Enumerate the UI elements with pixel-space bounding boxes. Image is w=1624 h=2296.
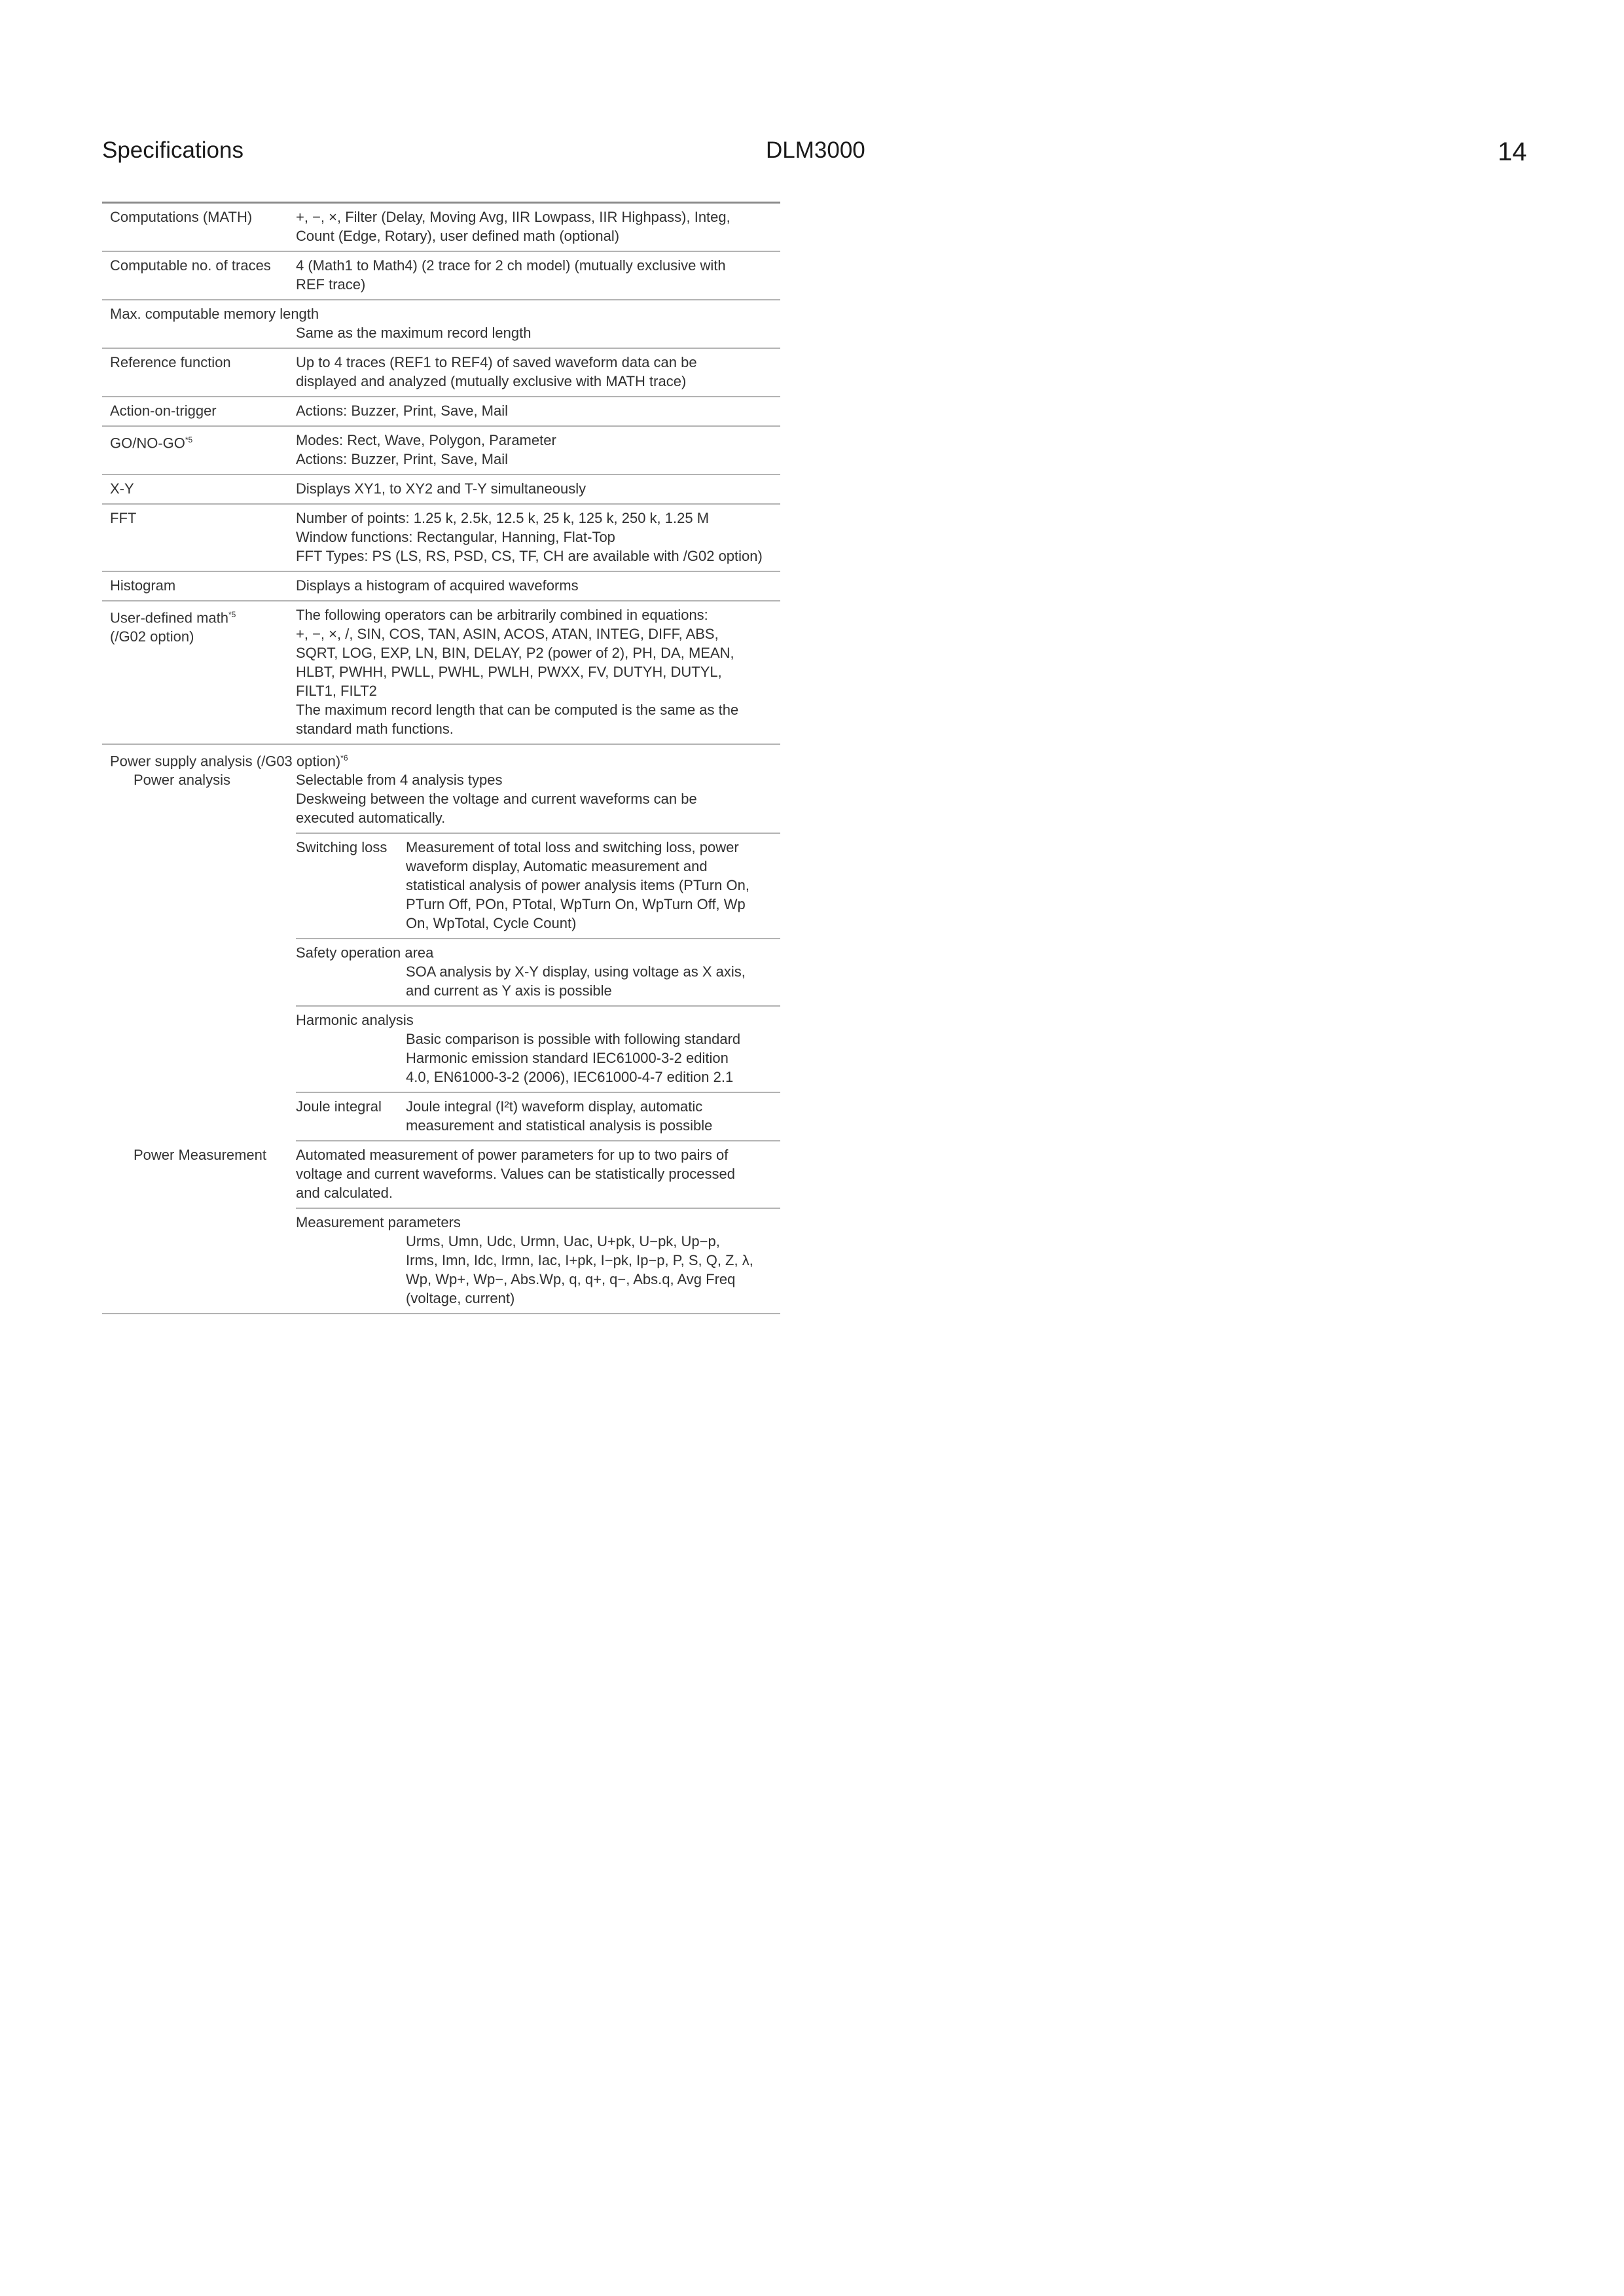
spec-label-text: FFT (110, 510, 137, 526)
spec-subrow (296, 1209, 780, 1313)
spec-value: Same as the maximum record length (296, 325, 532, 341)
page-header-left: Specifications (102, 137, 244, 163)
page-header-center: DLM3000 (766, 137, 865, 163)
spec-value: The following operators can be arbitrarily combined in equations: +, −, ×, /, SIN, COS, TAN, ASIN, ACOS, ATAN, INTEG, DIFF, ABS, SQRT, LOG, EXP, LN, BIN, DELAY, P2 (power of 2), PH, DA, MEAN, HLBT, PWHH, PWLL, PWHL, PWLH, PWXX, FV, DUTYH, DUTYL, FILT1, FILT2 The maximum record length that can be computed is the same as the standard math functions. (296, 607, 739, 737)
spec-sublabel: Switching loss (296, 839, 388, 856)
spec-label (102, 505, 296, 571)
spec-label: Power analysis (134, 772, 230, 789)
spec-label-text: GO/NO-GO (110, 435, 185, 452)
spec-row (102, 572, 780, 601)
spec-label (102, 300, 780, 323)
spec-label (102, 475, 296, 503)
spec-label-text: Max. computable memory length (110, 306, 319, 322)
spec-label-text: Action-on-trigger (110, 403, 217, 419)
power-measurement-row (102, 1141, 780, 1314)
spec-label-text: (/G02 option) (110, 628, 194, 645)
spec-subvalue: Basic comparison is possible with following standard Harmonic emission standard IEC61000-3-2 edition 4.0, EN61000-3-2 (2006), IEC61000-4-7 edition 2.1 (406, 1031, 741, 1086)
spec-label-text: X-Y (110, 480, 134, 497)
spec-label (102, 572, 296, 600)
spec-label (102, 427, 296, 474)
spec-row (102, 202, 780, 252)
spec-subvalue: SOA analysis by X-Y display, using voltage as X axis, and current as Y axis is possible (406, 963, 746, 999)
spec-label-text: User-defined math (110, 609, 228, 626)
spec-label-text: Computable no. of traces (110, 257, 271, 274)
spec-value: Actions: Buzzer, Print, Save, Mail (296, 403, 509, 419)
spec-label (102, 349, 296, 396)
spec-row (102, 252, 780, 300)
spec-label-text: Computations (MATH) (110, 209, 253, 225)
spec-subrow (296, 834, 780, 939)
power-analysis-section (102, 745, 780, 1314)
spec-value: Up to 4 traces (REF1 to REF4) of saved waveform data can be displayed and analyzed (mutually exclusive with MATH trace) (296, 354, 697, 389)
spec-label (102, 252, 296, 299)
spec-value: Automated measurement of power parameters for up to two pairs of voltage and current waveforms. Values can be statistically processed and calculated. (296, 1141, 780, 1209)
spec-row (102, 349, 780, 397)
spec-subvalue: Urms, Umn, Udc, Urmn, Uac, U+pk, U−pk, Up−p, Irms, Imn, Idc, Irmn, Iac, I+pk, I−pk, Ip−p, P, S, Q, Z, λ, Wp, Wp+, Wp−, Abs.Wp, q, q+, q−, Abs.q, Avg Freq (voltage, current) (406, 1233, 753, 1307)
spec-sublabel: Joule integral (296, 1098, 382, 1115)
spec-subrow (296, 1093, 780, 1141)
spec-label-text: Reference function (110, 354, 231, 370)
spec-subrow (296, 939, 780, 1007)
spec-sublabel: Safety operation area (296, 944, 434, 961)
spec-row (102, 601, 780, 745)
spec-row (102, 427, 780, 475)
spec-label (102, 397, 296, 425)
power-measurement-detail (296, 1141, 780, 1313)
spec-value: 4 (Math1 to Math4) (2 trace for 2 ch model) (mutually exclusive with REF trace) (296, 257, 726, 293)
power-analysis-row (102, 770, 780, 1141)
spec-value: Displays XY1, to XY2 and T-Y simultaneously (296, 480, 586, 497)
spec-row (102, 475, 780, 505)
spec-label-text: Histogram (110, 577, 176, 594)
spec-subrow (296, 1007, 780, 1093)
power-analysis-detail (296, 770, 780, 1141)
spec-row (102, 505, 780, 572)
left-column (102, 202, 780, 1333)
spec-value: Number of points: 1.25 k, 2.5k, 12.5 k, 25 k, 125 k, 250 k, 1.25 M Window functions: Rectangular, Hanning, Flat-Top FFT Types: PS (LS, RS, PSD, CS, TF, CH are available with /G02 option) (296, 510, 763, 564)
spec-value: Modes: Rect, Wave, Polygon, Parameter Actions: Buzzer, Print, Save, Mail (296, 432, 556, 467)
spec-subvalue: Measurement of total loss and switching loss, power waveform display, Automatic measurement and statistical analysis of power analysis items (PTurn On, PTurn Off, POn, PTotal, WpTurn On, WpTurn Off, Wp On, WpTotal, Cycle Count) (406, 839, 749, 932)
spec-value: Selectable from 4 analysis types Deskweing between the voltage and current waveforms can be executed automatically. (296, 770, 780, 834)
footnote-marker: *6 (340, 753, 348, 762)
page-number: 14 (1498, 137, 1527, 166)
spec-value: +, −, ×, Filter (Delay, Moving Avg, IIR Lowpass, IIR Highpass), Integ, Count (Edge, Rotary), user defined math (optional) (296, 209, 731, 244)
power-title-text: Power supply analysis (/G03 option) (110, 753, 341, 770)
spec-row (102, 300, 780, 349)
footnote-marker: *5 (185, 435, 193, 444)
spec-label (102, 601, 296, 744)
spec-label: Power Measurement (134, 1147, 266, 1164)
footnote-marker: *5 (228, 610, 236, 619)
spec-sublabel: Measurement parameters (296, 1214, 461, 1231)
power-title (102, 745, 780, 770)
math-section (102, 202, 780, 745)
spec-sublabel: Harmonic analysis (296, 1012, 414, 1029)
spec-value: Displays a histogram of acquired waveforms (296, 577, 579, 594)
spec-subvalue: Joule integral (I²t) waveform display, automatic measurement and statistical analysis is possible (406, 1098, 713, 1134)
spec-label (102, 204, 296, 251)
spec-row (102, 397, 780, 427)
